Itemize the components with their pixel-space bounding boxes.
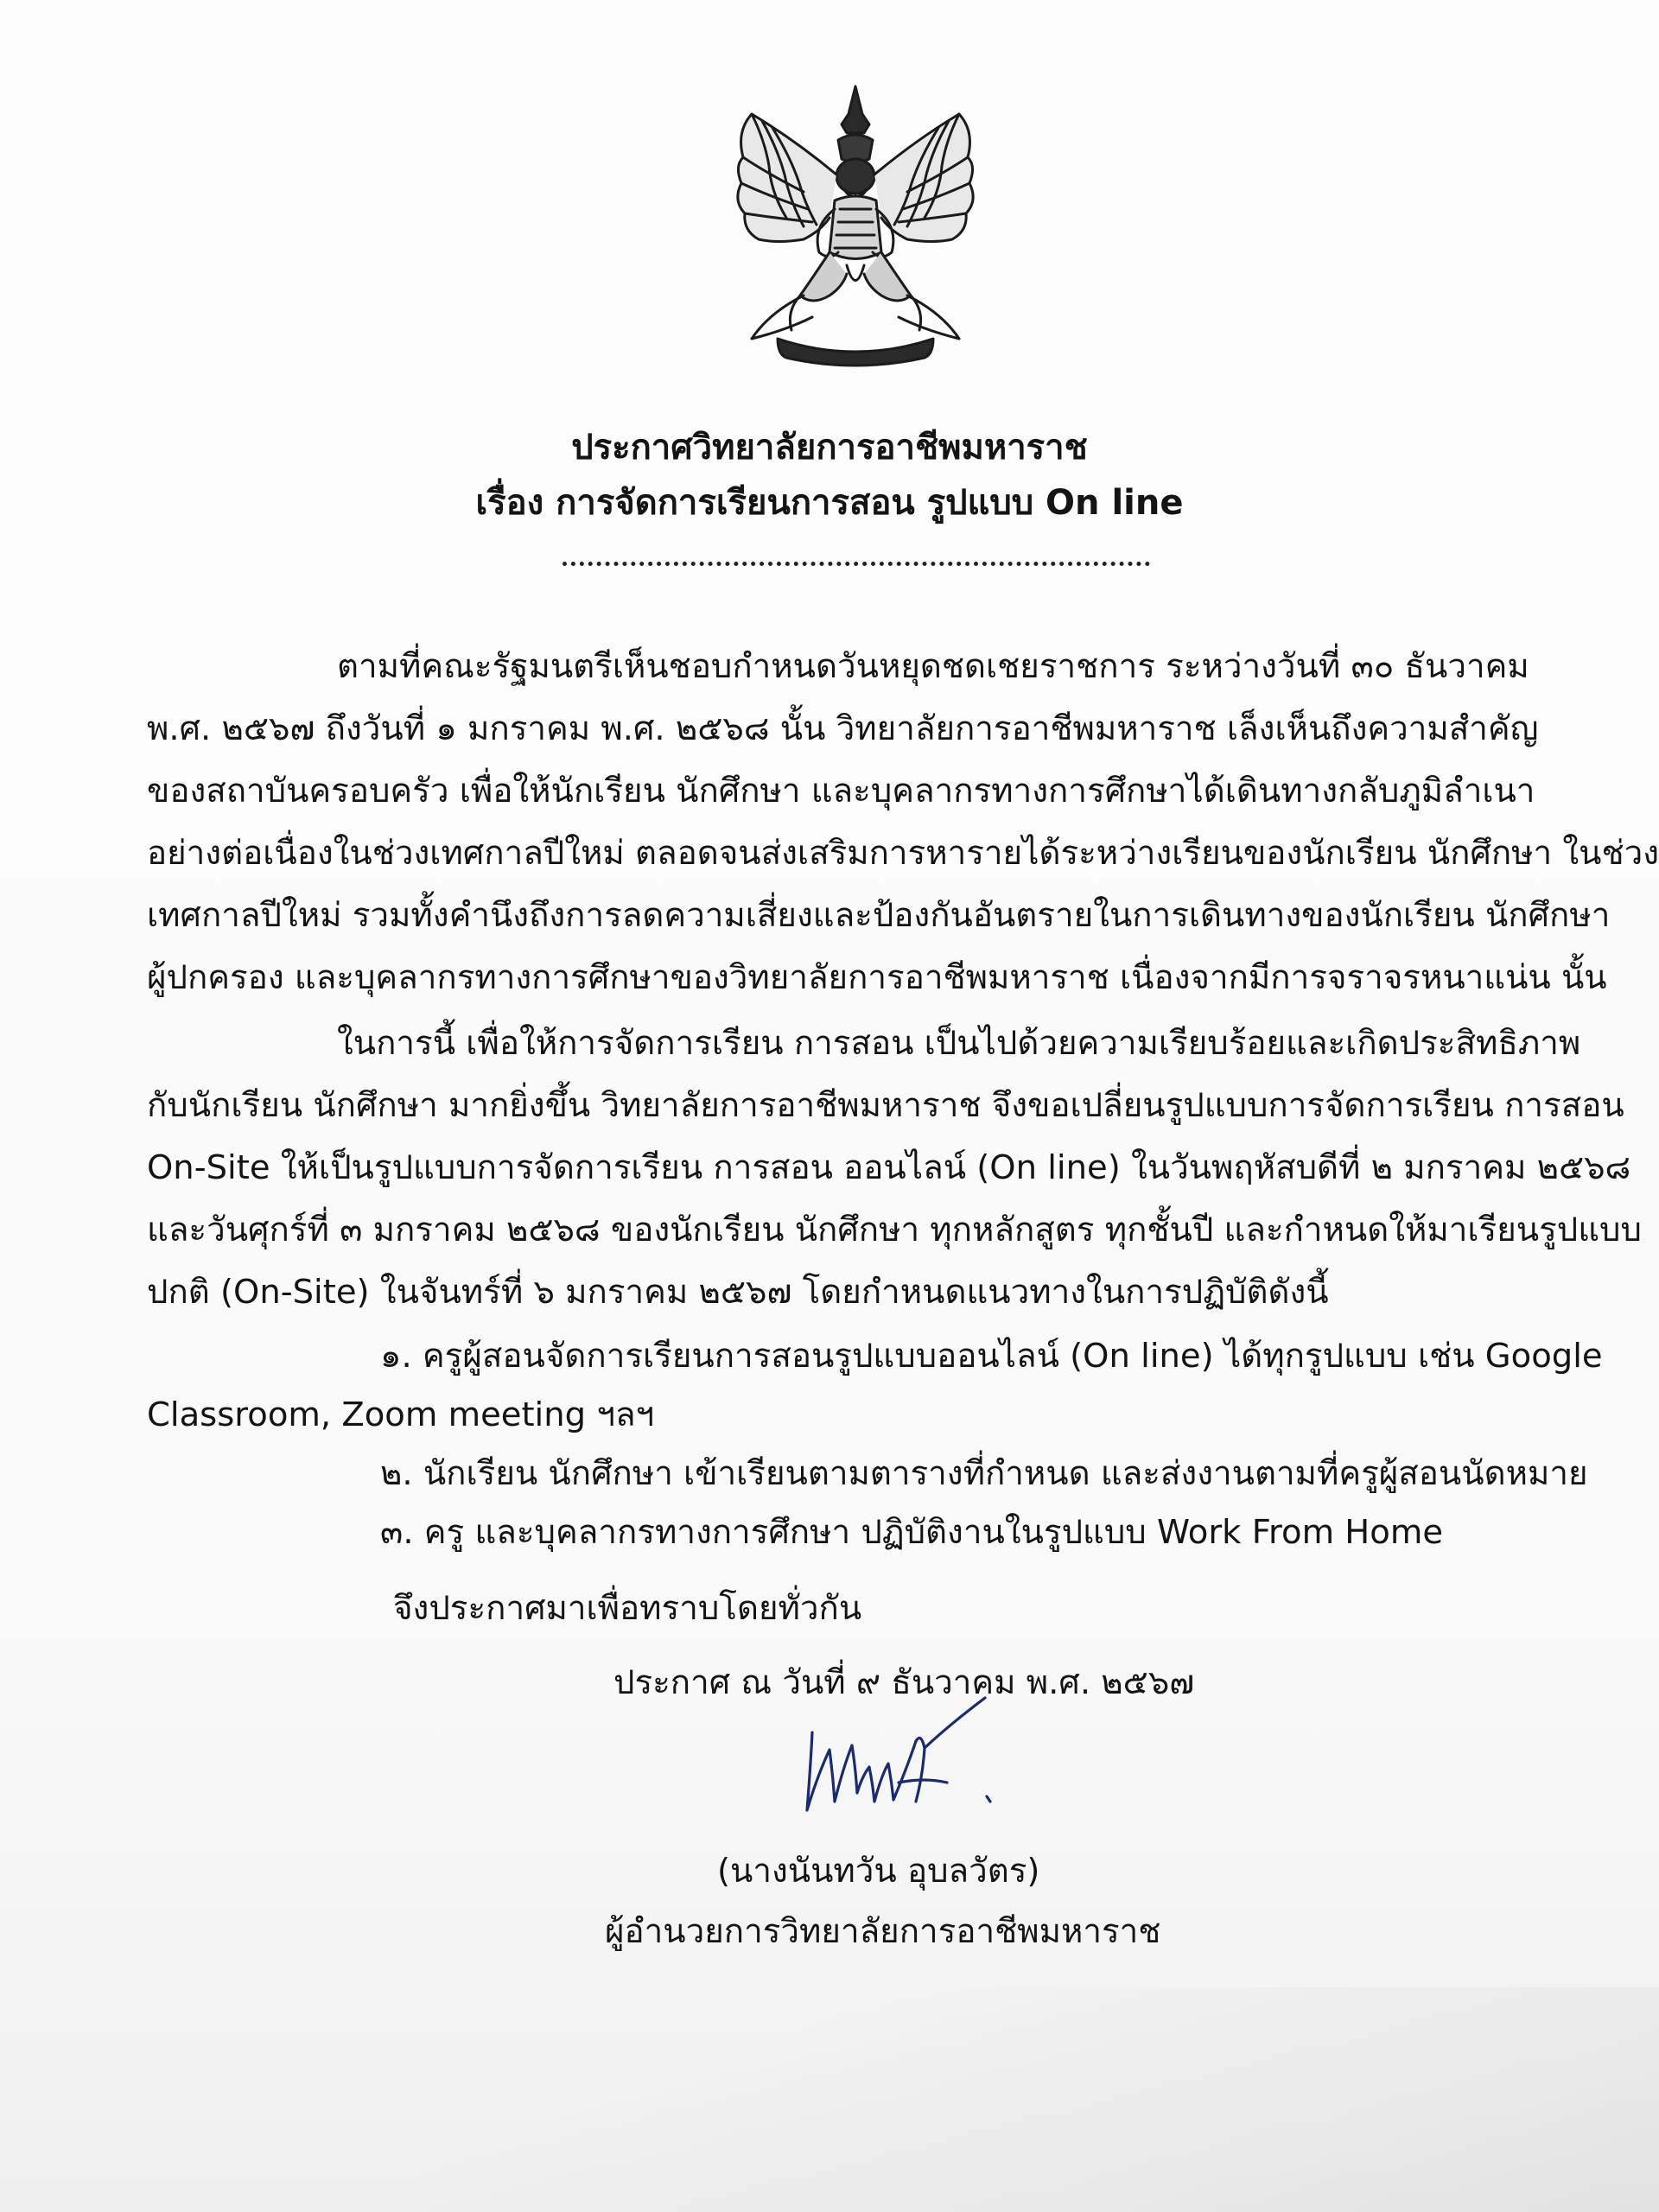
item-3: ๓. ครู และบุคลากรทางการศึกษา ปฏิบัติงานในรูปแบบ Work From Home bbox=[380, 1513, 1444, 1552]
dotted-separator bbox=[563, 562, 1150, 566]
para2-line-2: กับนักเรียน นักศึกษา มากยิ่งขึ้น วิทยาลัยการอาชีพมหาราช จึงขอเปลี่ยนรูปแบบการจัดการเรียน การสอน bbox=[147, 1086, 1624, 1125]
para1-line-6: ผู้ปกครอง และบุคลากรทางการศึกษาของวิทยาลัยการอาชีพมหาราช เนื่องจากมีการจราจรหนาแน่น นั้น bbox=[147, 958, 1607, 997]
para1-line-5: เทศกาลปีใหม่ รวมทั้งคำนึงถึงการลดความเสี่ยงและป้องกันอันตรายในการเดินทางของนักเรียน นักศึกษา bbox=[147, 896, 1611, 935]
para2-line-1: ในการนี้ เพื่อให้การจัดการเรียน การสอน เป็นไปด้วยความเรียบร้อยและเกิดประสิทธิภาพ bbox=[337, 1024, 1581, 1063]
para2-line-3: On-Site ให้เป็นรูปแบบการจัดการเรียน การสอน ออนไลน์ (On line) ในวันพฤหัสบดีที่ ๒ มกราคม ๒๕๖๘ bbox=[147, 1148, 1631, 1187]
para2-line-4: และวันศุกร์ที่ ๓ มกราคม ๒๕๖๘ ของนักเรียน นักศึกษา ทุกหลักสูตร ทุกชั้นปี และกำหนดให้มาเรียนรูปแบบ bbox=[147, 1211, 1642, 1249]
signer-position: ผู้อำนวยการวิทยาลัยการอาชีพมหาราช bbox=[605, 1912, 1161, 1951]
item-1-line-2: Classroom, Zoom meeting ฯลฯ bbox=[147, 1395, 655, 1434]
handwritten-signature bbox=[795, 1681, 1002, 1827]
para2-line-5: ปกติ (On-Site) ในจันทร์ที่ ๖ มกราคม ๒๕๖๗ โดยกำหนดแนวทางในการปฏิบัติดังนี้ bbox=[147, 1273, 1329, 1312]
paper-shadow bbox=[0, 1987, 1659, 2212]
announcement-date: ประกาศ ณ วันที่ ๙ ธันวาคม พ.ศ. ๒๕๖๗ bbox=[613, 1663, 1195, 1702]
para1-line-4: อย่างต่อเนื่องในช่วงเทศกาลปีใหม่ ตลอดจนส่งเสริมการหารายได้ระหว่างเรียนของนักเรียน นักศึกษา ในช่วง bbox=[147, 834, 1659, 873]
signer-name: (นางนันทวัน อุบลวัตร) bbox=[717, 1852, 1040, 1891]
announcement-title: ประกาศวิทยาลัยการอาชีพมหาราช bbox=[571, 428, 1088, 467]
para1-line-3: ของสถาบันครอบครัว เพื่อให้นักเรียน นักศึกษา และบุคลากรทางการศึกษาได้เดินทางกลับภูมิลำเนา bbox=[147, 772, 1535, 810]
item-2: ๒. นักเรียน นักศึกษา เข้าเรียนตามตารางที่กำหนด และส่งงานตามที่ครูผู้สอนนัดหมาย bbox=[380, 1454, 1588, 1493]
para1-line-1: ตามที่คณะรัฐมนตรีเห็นชอบกำหนดวันหยุดชดเชยราชการ ระหว่างวันที่ ๓๐ ธันวาคม bbox=[337, 647, 1529, 686]
closing-text: จึงประกาศมาเพื่อทราบโดยทั่วกัน bbox=[393, 1589, 862, 1628]
item-1-line-1: ๑. ครูผู้สอนจัดการเรียนการสอนรูปแบบออนไลน์ (On line) ได้ทุกรูปแบบ เช่น Google bbox=[380, 1337, 1603, 1376]
garuda-emblem-icon bbox=[717, 79, 994, 369]
para1-line-2: พ.ศ. ๒๕๖๗ ถึงวันที่ ๑ มกราคม พ.ศ. ๒๕๖๘ นั้น วิทยาลัยการอาชีพมหาราช เล็งเห็นถึงความสำคัญ bbox=[147, 709, 1539, 748]
announcement-subject: เรื่อง การจัดการเรียนการสอน รูปแบบ On line bbox=[475, 483, 1184, 523]
